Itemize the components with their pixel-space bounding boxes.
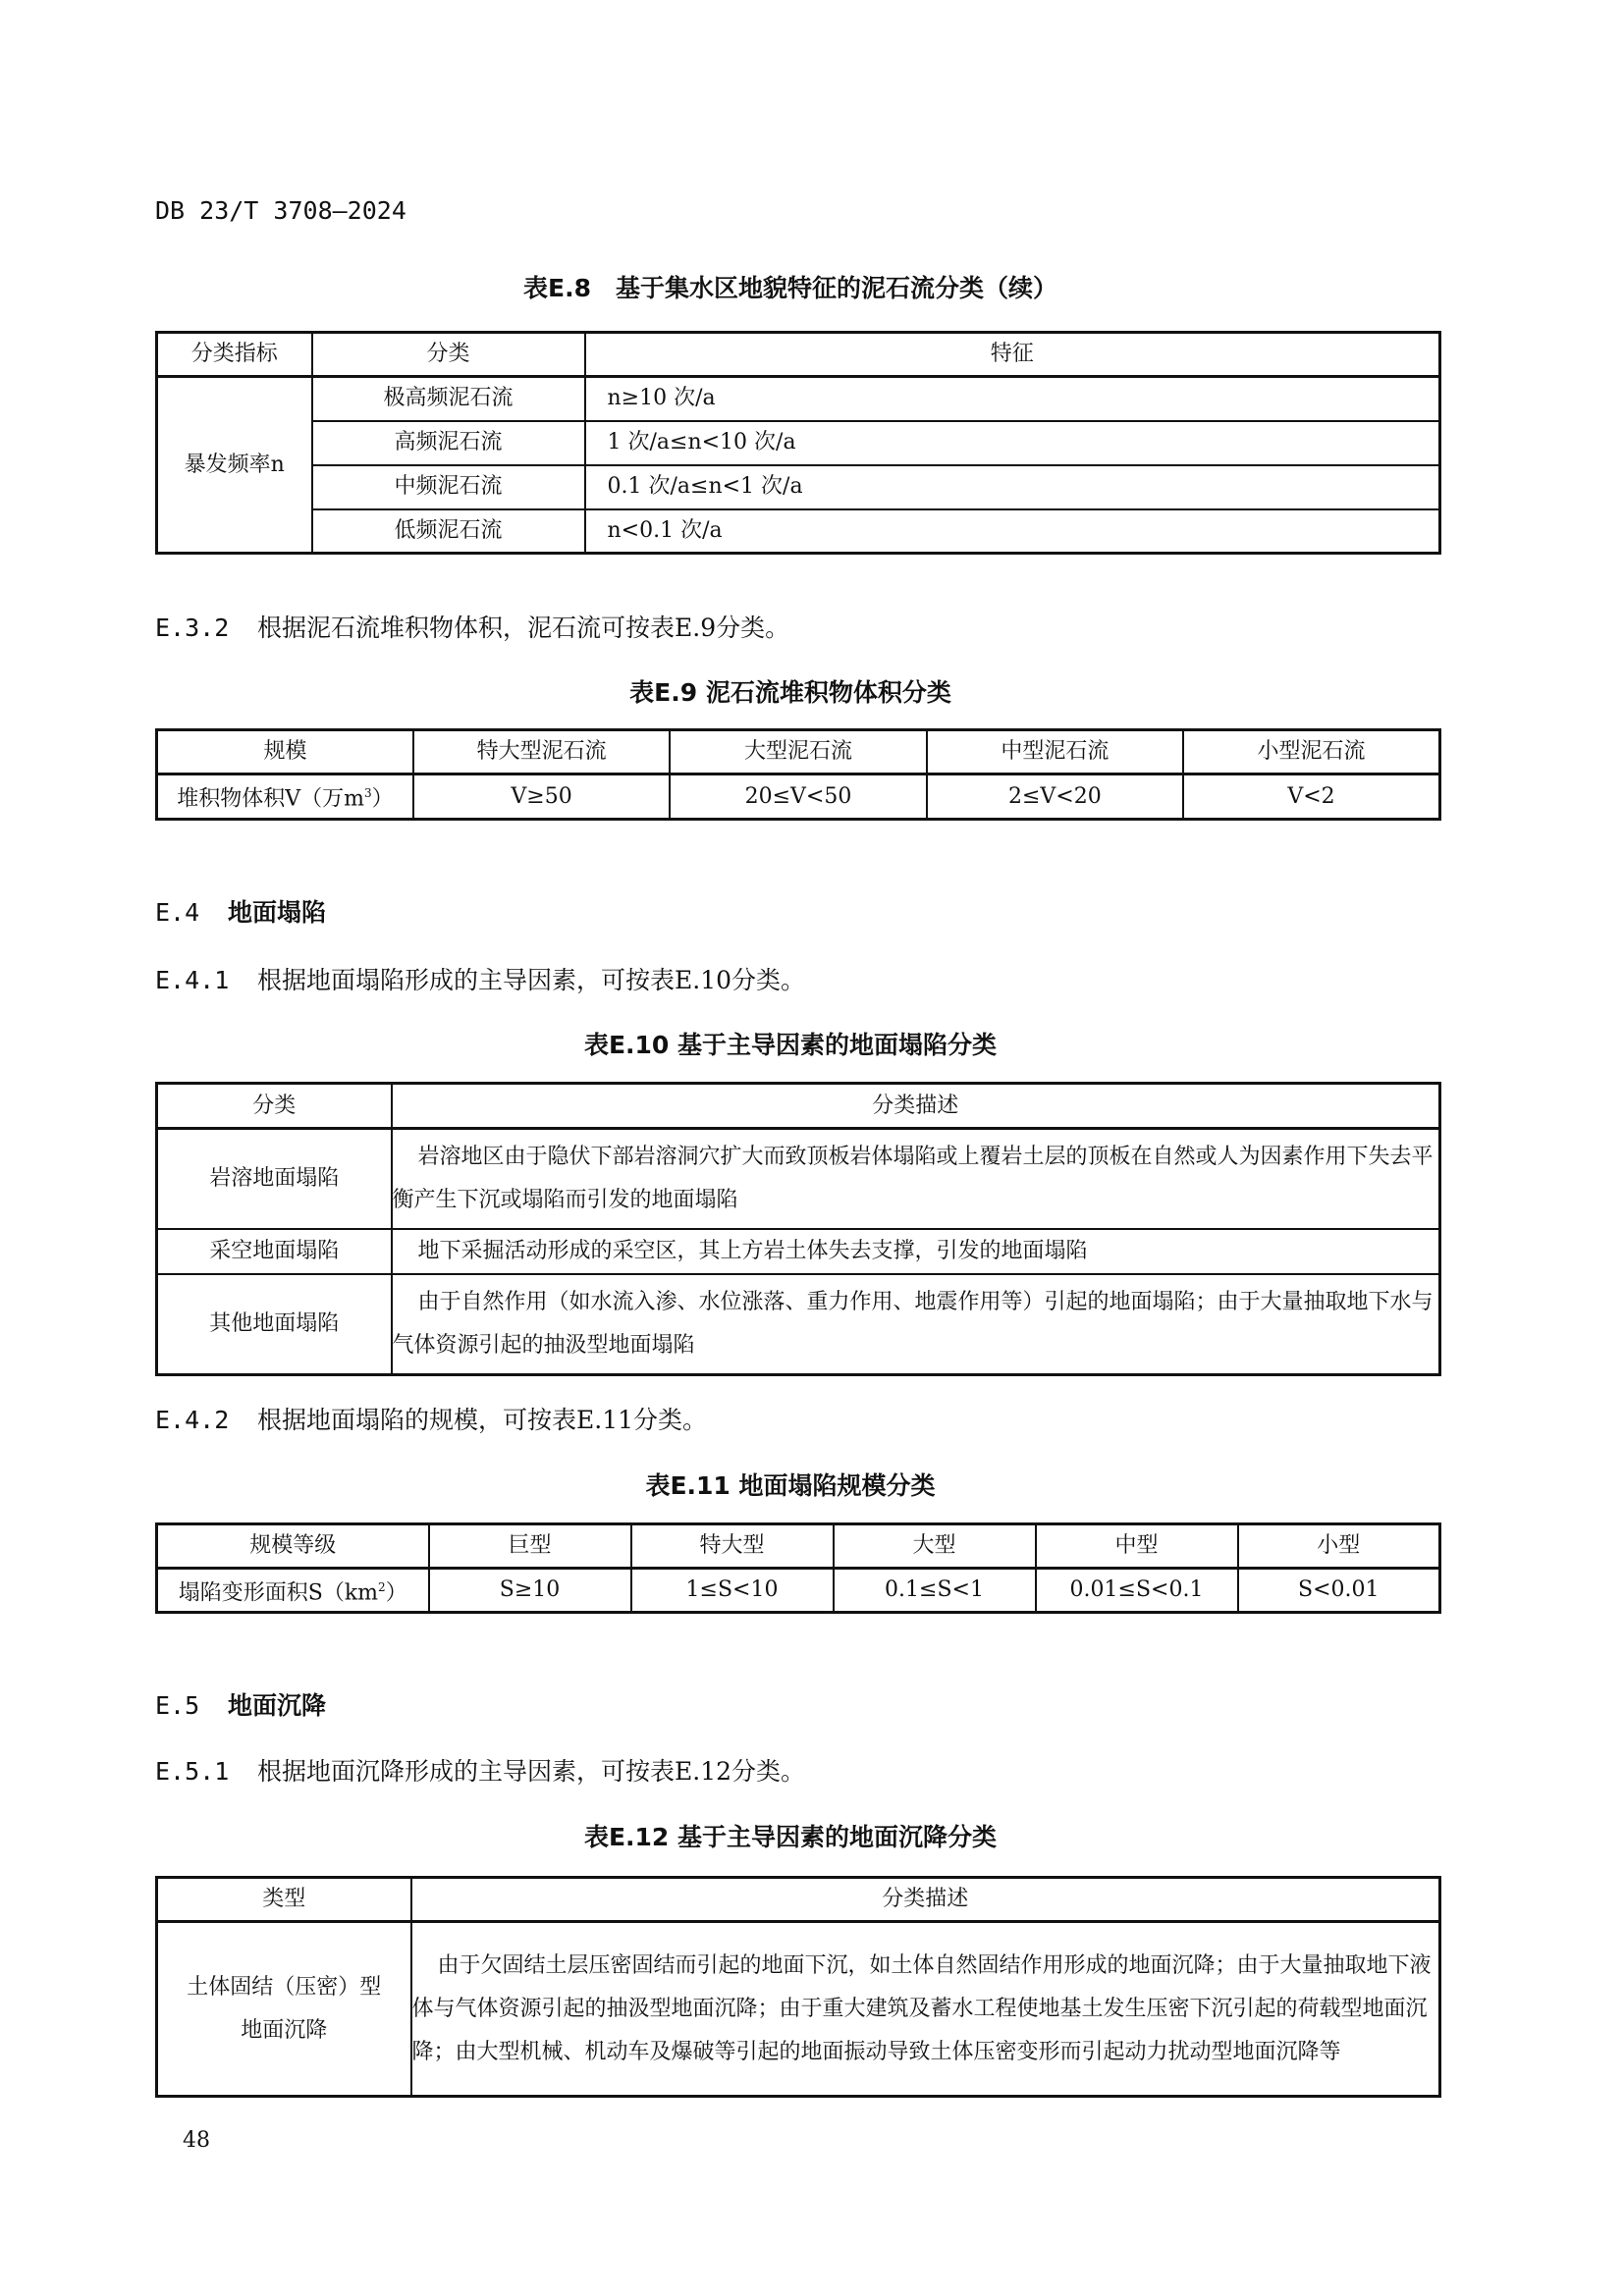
header-cell: 中型泥石流 bbox=[927, 730, 1183, 774]
type-line: 地面沉降 bbox=[241, 2017, 328, 2043]
section-title: 地面塌陷 bbox=[228, 898, 327, 927]
header-cell: 特大型泥石流 bbox=[413, 730, 670, 774]
paragraph-e32 bbox=[155, 609, 789, 644]
section-title: 地面沉降 bbox=[228, 1691, 327, 1720]
header-cell: 特征 bbox=[585, 333, 1440, 377]
paragraph-e51 bbox=[155, 1752, 805, 1788]
table-e9 bbox=[155, 728, 1441, 821]
feature-cell: 0.1 次/a≤n<1 次/a bbox=[585, 465, 1440, 509]
row-label-text: 塌陷变形面积S（km bbox=[178, 1580, 379, 1606]
indicator-cell: 暴发频率n bbox=[157, 377, 312, 554]
row-label bbox=[157, 774, 413, 820]
clause-text: 根据地面沉降形成的主导因素，可按表E.12分类。 bbox=[257, 1757, 806, 1786]
value-cell: 1≤S<10 bbox=[631, 1569, 834, 1613]
clause-number: E.4.2 bbox=[155, 1406, 230, 1434]
value-cell: S<0.01 bbox=[1238, 1569, 1440, 1613]
header-cell: 分类 bbox=[312, 333, 585, 377]
table-e12 bbox=[155, 1876, 1441, 2098]
type-cell: 中频泥石流 bbox=[312, 465, 585, 509]
value-cell: 20≤V<50 bbox=[670, 774, 926, 820]
clause-number: E.3.2 bbox=[155, 614, 230, 642]
value-cell: V≥50 bbox=[413, 774, 670, 820]
clause-number: E.5.1 bbox=[155, 1757, 230, 1786]
row-label-end: ） bbox=[385, 1580, 407, 1606]
value-cell: S≥10 bbox=[429, 1569, 631, 1613]
table-e8-title: 表E.8 基于集水区地貌特征的泥石流分类（续） bbox=[523, 274, 1057, 302]
type-cell bbox=[157, 1922, 411, 2097]
type-cell: 低频泥石流 bbox=[312, 509, 585, 554]
table-e10-title: 表E.10 基于主导因素的地面塌陷分类 bbox=[583, 1031, 998, 1059]
type-cell: 岩溶地面塌陷 bbox=[157, 1129, 392, 1230]
feature-cell: n≥10 次/a bbox=[585, 377, 1440, 421]
type-cell: 极高频泥石流 bbox=[312, 377, 585, 421]
superscript: 2 bbox=[378, 1579, 386, 1594]
section-number: E.4 bbox=[155, 898, 200, 927]
description-cell: 由于欠固结土层压密固结而引起的地面下沉，如土体自然固结作用形成的地面沉降；由于大量抽取地下液体与气体资源引起的抽汲型地面沉降；由于重大建筑及蓄水工程使地基土发生压密下沉引起的荷载型地面沉降；由大型机械、机动车及爆破等引起的地面振动导致土体压密变形而引起动力扰动型地面沉降等 bbox=[411, 1922, 1440, 2097]
row-label-text: 堆积物体积V（万m bbox=[177, 786, 364, 812]
type-cell: 采空地面塌陷 bbox=[157, 1229, 392, 1274]
section-e4-heading bbox=[155, 893, 326, 929]
description-cell: 岩溶地区由于隐伏下部岩溶洞穴扩大而致顶板岩体塌陷或上覆岩土层的顶板在自然或人为因素作用下失去平衡产生下沉或塌陷而引发的地面塌陷 bbox=[392, 1129, 1440, 1230]
page-number: 48 bbox=[183, 2128, 210, 2153]
type-line: 土体固结（压密）型 bbox=[187, 1974, 382, 2000]
type-cell: 其他地面塌陷 bbox=[157, 1274, 392, 1375]
header-cell: 分类描述 bbox=[392, 1084, 1440, 1129]
header-cell: 规模 bbox=[157, 730, 413, 774]
header-cell: 大型 bbox=[834, 1524, 1036, 1569]
value-cell: 0.01≤S<0.1 bbox=[1036, 1569, 1238, 1613]
clause-number: E.4.1 bbox=[155, 966, 230, 994]
header-cell: 分类 bbox=[157, 1084, 392, 1129]
description-cell: 由于自然作用（如水流入渗、水位涨落、重力作用、地震作用等）引起的地面塌陷；由于大量抽取地下水与气体资源引起的抽汲型地面塌陷 bbox=[392, 1274, 1440, 1375]
table-e9-title: 表E.9 泥石流堆积物体积分类 bbox=[629, 678, 951, 707]
document-code-header: DB 23/T 3708—2024 bbox=[155, 196, 406, 225]
header-cell: 规模等级 bbox=[157, 1524, 429, 1569]
row-label-end: ） bbox=[371, 786, 394, 812]
header-cell: 小型 bbox=[1238, 1524, 1440, 1569]
clause-text: 根据地面塌陷的规模，可按表E.11分类。 bbox=[257, 1406, 708, 1434]
feature-cell: n<0.1 次/a bbox=[585, 509, 1440, 554]
clause-text: 根据地面塌陷形成的主导因素，可按表E.10分类。 bbox=[257, 966, 806, 994]
clause-text: 根据泥石流堆积物体积，泥石流可按表E.9分类。 bbox=[257, 614, 790, 642]
header-cell: 类型 bbox=[157, 1878, 411, 1922]
table-e8 bbox=[155, 331, 1441, 555]
feature-cell: 1 次/a≤n<10 次/a bbox=[585, 421, 1440, 465]
section-number: E.5 bbox=[155, 1691, 200, 1720]
description-cell: 地下采掘活动形成的采空区，其上方岩土体失去支撑，引发的地面塌陷 bbox=[392, 1229, 1440, 1274]
table-e11 bbox=[155, 1522, 1441, 1614]
row-label bbox=[157, 1569, 429, 1613]
header-cell: 巨型 bbox=[429, 1524, 631, 1569]
value-cell: 0.1≤S<1 bbox=[834, 1569, 1036, 1613]
header-cell: 分类描述 bbox=[411, 1878, 1440, 1922]
type-cell: 高频泥石流 bbox=[312, 421, 585, 465]
value-cell: V<2 bbox=[1183, 774, 1439, 820]
table-e10 bbox=[155, 1082, 1441, 1376]
header-cell: 小型泥石流 bbox=[1183, 730, 1439, 774]
paragraph-e41 bbox=[155, 961, 805, 996]
section-e5-heading bbox=[155, 1686, 326, 1722]
header-cell: 大型泥石流 bbox=[670, 730, 926, 774]
table-e12-title: 表E.12 基于主导因素的地面沉降分类 bbox=[583, 1823, 998, 1851]
header-cell: 中型 bbox=[1036, 1524, 1238, 1569]
superscript: 3 bbox=[363, 786, 372, 801]
table-e11-title: 表E.11 地面塌陷规模分类 bbox=[645, 1471, 936, 1500]
header-cell: 分类指标 bbox=[157, 333, 312, 377]
header-cell: 特大型 bbox=[631, 1524, 834, 1569]
value-cell: 2≤V<20 bbox=[927, 774, 1183, 820]
paragraph-e42 bbox=[155, 1401, 707, 1436]
